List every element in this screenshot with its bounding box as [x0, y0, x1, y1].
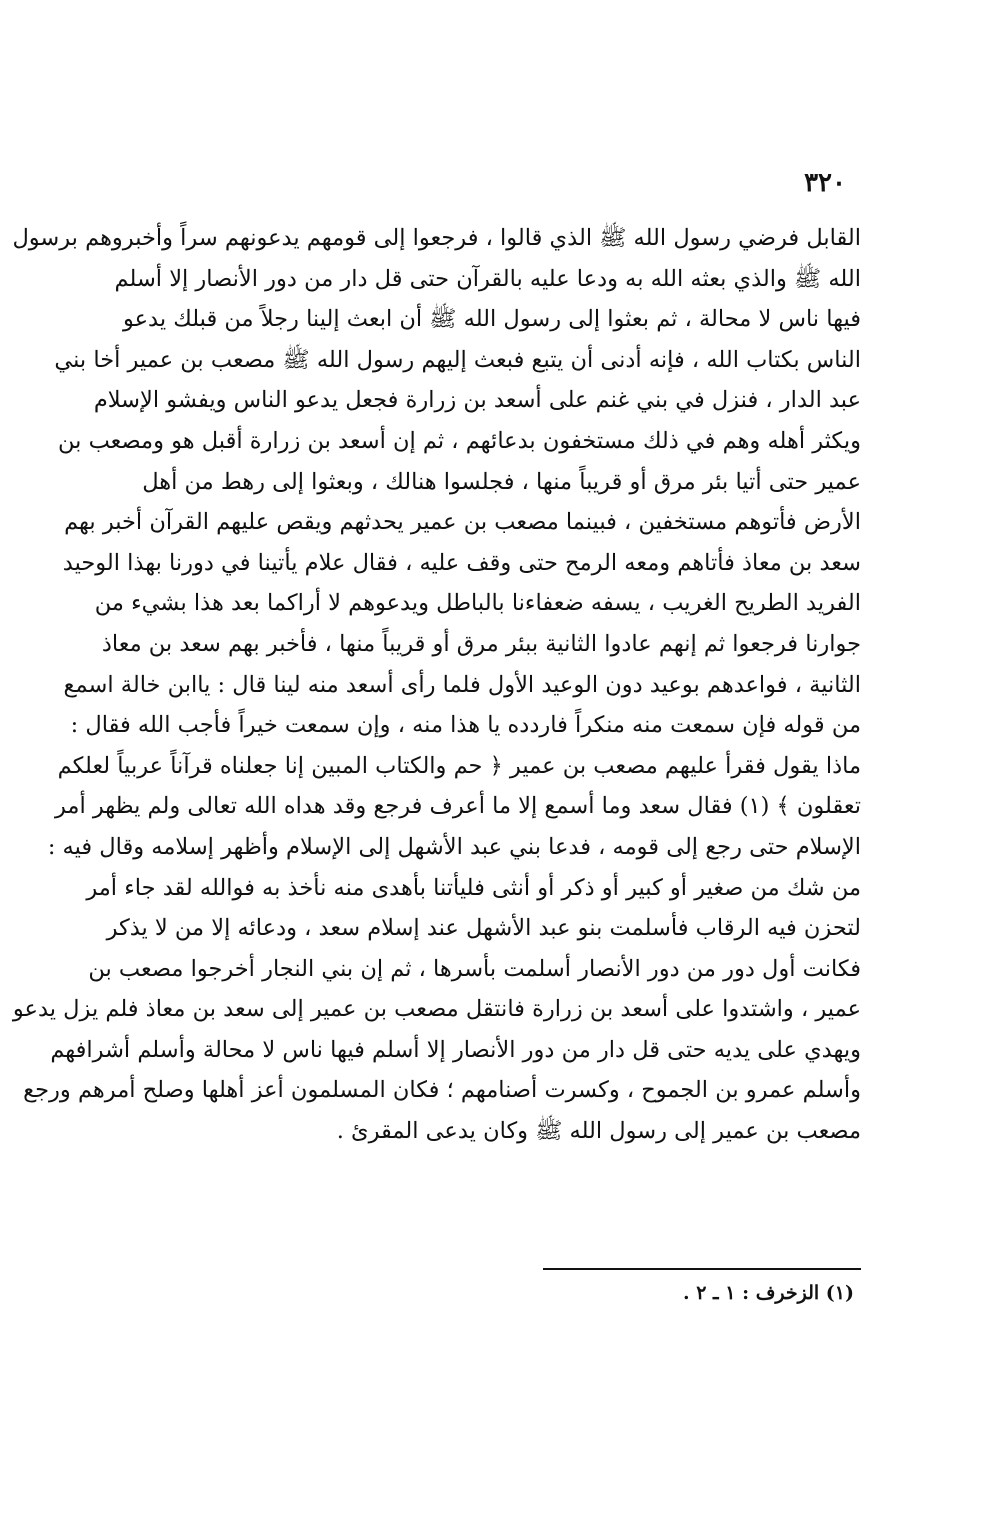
body-line: عبد الدار ، فنزل في بني غنم على أسعد بن زرارة فجعل يدعو الناس ويفشو الإسلام	[93, 387, 861, 414]
body-line: جوارنا فرجعوا ثم إنهم عادوا الثانية ببئر مرق أو قريباً منها ، فأخبر بهم سعد بن معاذ	[101, 630, 861, 657]
body-line: ماذا يقول فقرأ عليهم مصعب بن عمير ﴿ حم والكتاب المبين إنا جعلناه قرآناً عربياً لعلكم	[57, 752, 861, 779]
footnote: (١) الزخرف : ١ ـ ٢ .	[682, 1282, 854, 1304]
body-line: الأرض فأتوهم مستخفين ، فبينما مصعب بن عمير يحدثهم ويقص عليهم القرآن أخبر بهم	[64, 509, 861, 536]
body-line: من شك من صغير أو كبير أو ذكر أو أنثى فليأتنا بأهدى منه نأخذ به فوالله لقد جاء أمر	[86, 874, 861, 901]
body-text	[12, 218, 861, 1152]
footnote-divider	[543, 1268, 861, 1270]
body-line: الله ﷺ والذي بعثه الله به ودعا عليه بالقرآن حتى قل دار من دور الأنصار إلا أسلم	[114, 265, 861, 292]
body-line: القابل فرضي رسول الله ﷺ الذي قالوا ، فرجعوا إلى قومهم يدعونهم سراً وأخبروهم برسول	[12, 225, 861, 251]
body-line: تعقلون ﴾ (١) فقال سعد وما أسمع إلا ما أعرف فرجع وقد هداه الله تعالى ولم يظهر أمر	[55, 793, 861, 820]
body-line: ويكثر أهله وهم في ذلك مستخفون بدعائهم ، ثم إن أسعد بن زرارة أقبل هو ومصعب بن	[58, 427, 861, 454]
body-line: عمير ، واشتدوا على أسعد بن زرارة فانتقل مصعب بن عمير إلى سعد بن معاذ فلم يزل يدعو	[12, 996, 861, 1023]
body-line: وأسلم عمرو بن الجموح ، وكسرت أصنامهم ؛ فكان المسلمون أعز أهلها وصلح أمرهم ورجع	[23, 1077, 861, 1104]
body-line: الثانية ، فواعدهم بوعيد دون الوعيد الأول فلما رأى أسعد منه لينا قال : ياابن خالة اسمع	[63, 671, 861, 698]
body-line: الإسلام حتى رجع إلى قومه ، فدعا بني عبد الأشهل إلى الإسلام وأظهر إسلامه وقال فيه :	[47, 833, 861, 860]
body-line: عمير حتى أتيا بئر مرق أو قريباً منها ، فجلسوا هنالك ، وبعثوا إلى رهط من أهل	[142, 468, 861, 495]
page-number: ٣٢٠	[804, 168, 846, 198]
body-line: ويهدي على يديه حتى قل دار من دور الأنصار إلا أسلم فيها ناس لا محالة وأسلم أشرافهم	[50, 1036, 861, 1063]
body-line: الناس بكتاب الله ، فإنه أدنى أن يتبع فبعث إليهم رسول الله ﷺ مصعب بن عمير أخا بني	[54, 346, 861, 373]
body-line: الفريد الطريح الغريب ، يسفه ضعفاءنا بالباطل ويدعوهم لا أراكما بعد هذا بشيء من	[94, 590, 861, 617]
body-line: من قوله فإن سمعت منه منكراً فاردده يا هذا منه ، وإن سمعت خيراً فأجب الله فقال :	[70, 712, 861, 739]
body-line: فيها ناس لا محالة ، ثم بعثوا إلى رسول الله ﷺ أن ابعث إلينا رجلاً من قبلك يدعو	[123, 306, 861, 333]
body-line: سعد بن معاذ فأتاهم ومعه الرمح حتى وقف عليه ، فقال علام يأتينا في دورنا بهذا الوحيد	[62, 549, 861, 576]
body-line: لتحزن فيه الرقاب فأسلمت بنو عبد الأشهل عند إسلام سعد ، ودعائه إلا من لا يذكر	[106, 915, 861, 942]
body-line: فكانت أول دور من دور الأنصار أسلمت بأسرها ، ثم إن بني النجار أخرجوا مصعب بن	[88, 955, 861, 982]
body-line: مصعب بن عمير إلى رسول الله ﷺ وكان يدعى المقرئ .	[336, 1118, 861, 1145]
